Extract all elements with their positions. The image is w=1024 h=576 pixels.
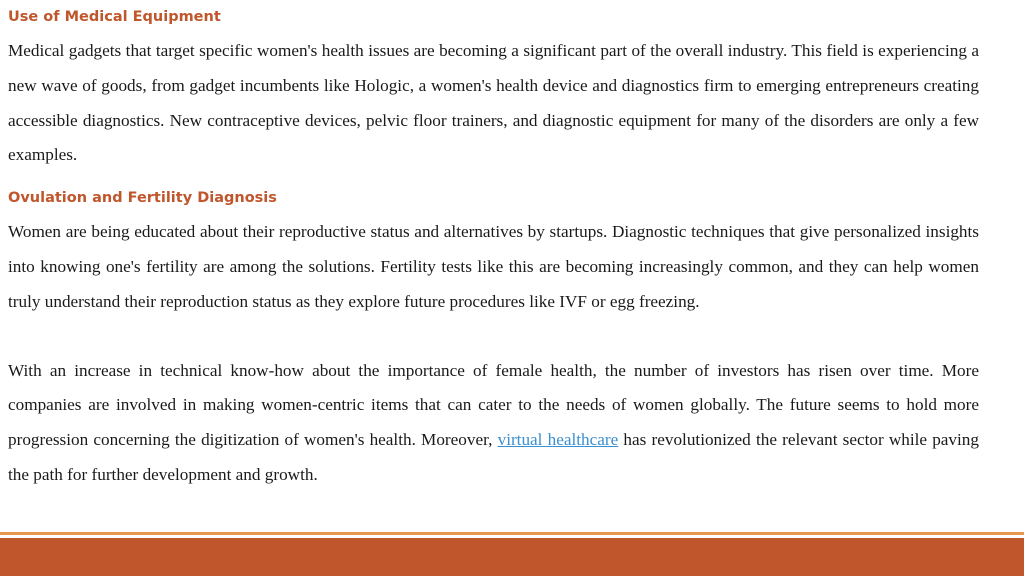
footer-bar [0, 538, 1024, 576]
virtual-healthcare-link[interactable]: virtual healthcare [497, 430, 619, 450]
paragraph-medical-equipment: Medical gadgets that target specific women's health issues are becoming a significant part of the overall industry. This field is experiencing a new wave of goods, from gadget incumbents like Hologic, a women's health device and diagnostics firm to emerging entrepreneurs creating accessible diagnostics. New contraceptive devices, pelvic floor trainers, and diagnostic equipment for many of the disorders are only a few examples. [8, 41, 979, 165]
paragraph-investors-text: With an increase in technical know-how about the importance of female health, the number of investors has risen over time. More companies are involved in making women-centric items that can cater to the needs of women globally. The future seems to hold more progression concerning the digitization of women's health. Moreover, [8, 360, 979, 450]
paragraph-fertility-diagnosis: Women are being educated about their reproductive status and alternatives by startups. Diagnostic techniques that give personalized insights into knowing one's fertility are among the solutions. Fertility tests like this are becoming increasingly common, and they can help women truly understand their reproduction status as they explore future procedures like IVF or egg freezing. [8, 222, 979, 311]
section-heading-medical-equipment: Use of Medical Equipment [8, 9, 221, 25]
paragraph-investors [8, 354, 979, 493]
slide-content [8, 4, 979, 493]
section-heading-fertility-diagnosis: Ovulation and Fertility Diagnosis [8, 190, 277, 207]
paragraph-investors-text-end: has revolutionized the relevant sector while paving the path for further development and growth. [8, 430, 979, 484]
